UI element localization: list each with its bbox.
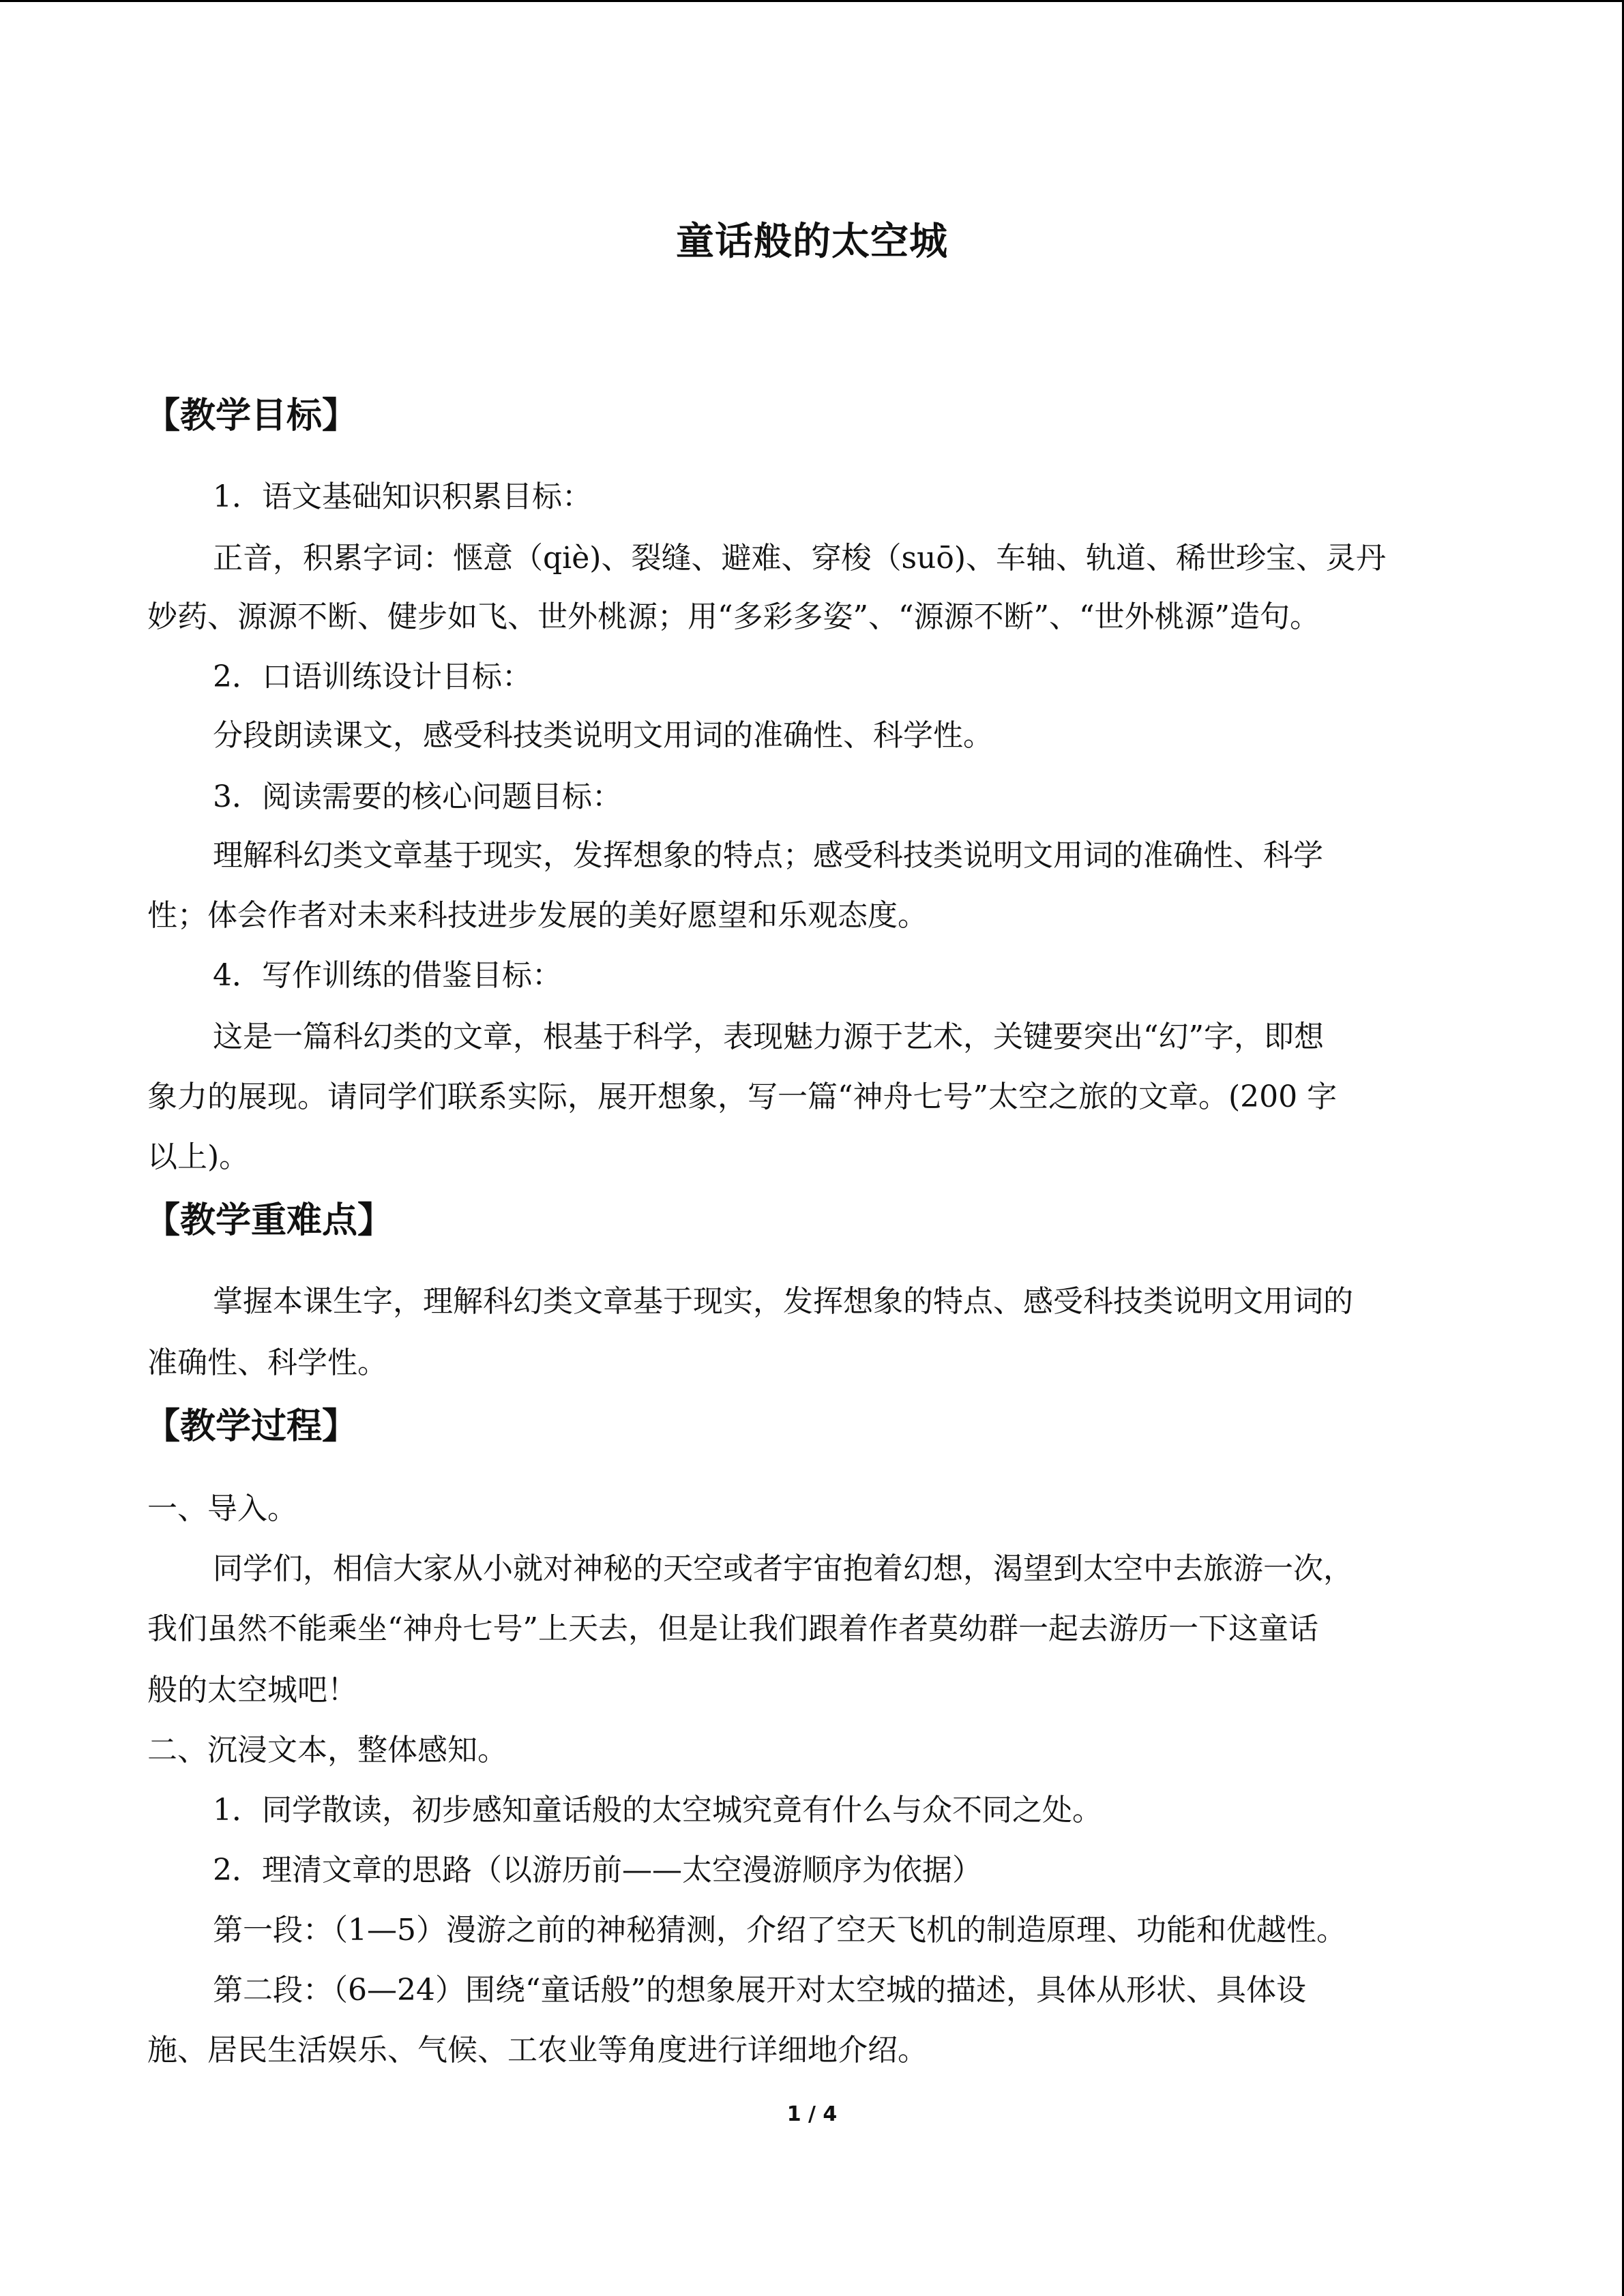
- paragraph-line: 二、沉浸文本，整体感知。: [147, 1733, 507, 1768]
- section-heading-objectives: 【教学目标】: [145, 396, 358, 436]
- paragraph-line: 1．同学散读，初步感知童话般的太空城究竟有什么与众不同之处。: [213, 1793, 1102, 1828]
- document-title: 童话般的太空城: [676, 220, 948, 264]
- paragraph-line: 理解科幻类文章基于现实，发挥想象的特点；感受科技类说明文用词的准确性、科学: [213, 838, 1323, 873]
- paragraph-line: 般的太空城吧！: [147, 1673, 357, 1708]
- paragraph-line: 第一段：（1—5）漫游之前的神秘猜测，介绍了空天飞机的制造原理、功能和优越性。: [213, 1913, 1346, 1948]
- section-heading-key-points: 【教学重难点】: [145, 1200, 394, 1241]
- paragraph-line: 分段朗读课文，感受科技类说明文用词的准确性、科学性。: [213, 718, 993, 753]
- paragraph-line: 1．语文基础知识积累目标：: [213, 479, 592, 514]
- paragraph-line: 施、居民生活娱乐、气候、工农业等角度进行详细地介绍。: [147, 2033, 928, 2068]
- paragraph-line: 一、导入。: [147, 1491, 297, 1526]
- paragraph-line: 2．理清文章的思路（以游历前——太空漫游顺序为依据）: [213, 1853, 982, 1888]
- section-heading-process: 【教学过程】: [145, 1406, 358, 1447]
- paragraph-line: 我们虽然不能乘坐“神舟七号”上天去，但是让我们跟着作者莫幼群一起去游历一下这童话: [147, 1611, 1318, 1646]
- paragraph-line: 3．阅读需要的核心问题目标：: [213, 779, 622, 814]
- paragraph-line: 以上)。: [147, 1139, 250, 1174]
- paragraph-line: 第二段：（6—24）围绕“童话般”的想象展开对太空城的描述，具体从形状、具体设: [213, 1973, 1306, 2008]
- paragraph-line: 性；体会作者对未来科技进步发展的美好愿望和乐观态度。: [147, 898, 928, 933]
- paragraph-line: 妙药、源源不断、健步如飞、世外桃源；用“多彩多姿”、“源源不断”、“世外桃源”造句。: [147, 599, 1320, 634]
- paragraph-line: 掌握本课生字，理解科幻类文章基于现实，发挥想象的特点、感受科技类说明文用词的: [213, 1284, 1353, 1319]
- paragraph-line: 准确性、科学性。: [147, 1345, 387, 1380]
- paragraph-line: 正音，积累字词：惬意（qiè)、裂缝、避难、穿梭（suō)、车轴、轨道、稀世珍宝、灵丹: [213, 541, 1387, 576]
- paragraph-line: 同学们，相信大家从小就对神秘的天空或者宇宙抱着幻想，渴望到太空中去旅游一次，: [213, 1551, 1353, 1586]
- paragraph-line: 象力的展现。请同学们联系实际，展开想象，写一篇“神舟七号”太空之旅的文章。(200 字: [147, 1079, 1338, 1114]
- page-number: 1 / 4: [786, 2102, 838, 2126]
- paragraph-line: 这是一篇科幻类的文章，根基于科学，表现魅力源于艺术，关键要突出“幻”字，即想: [213, 1019, 1324, 1054]
- paragraph-line: 4．写作训练的借鉴目标：: [213, 958, 562, 993]
- paragraph-line: 2．口语训练设计目标：: [213, 659, 532, 694]
